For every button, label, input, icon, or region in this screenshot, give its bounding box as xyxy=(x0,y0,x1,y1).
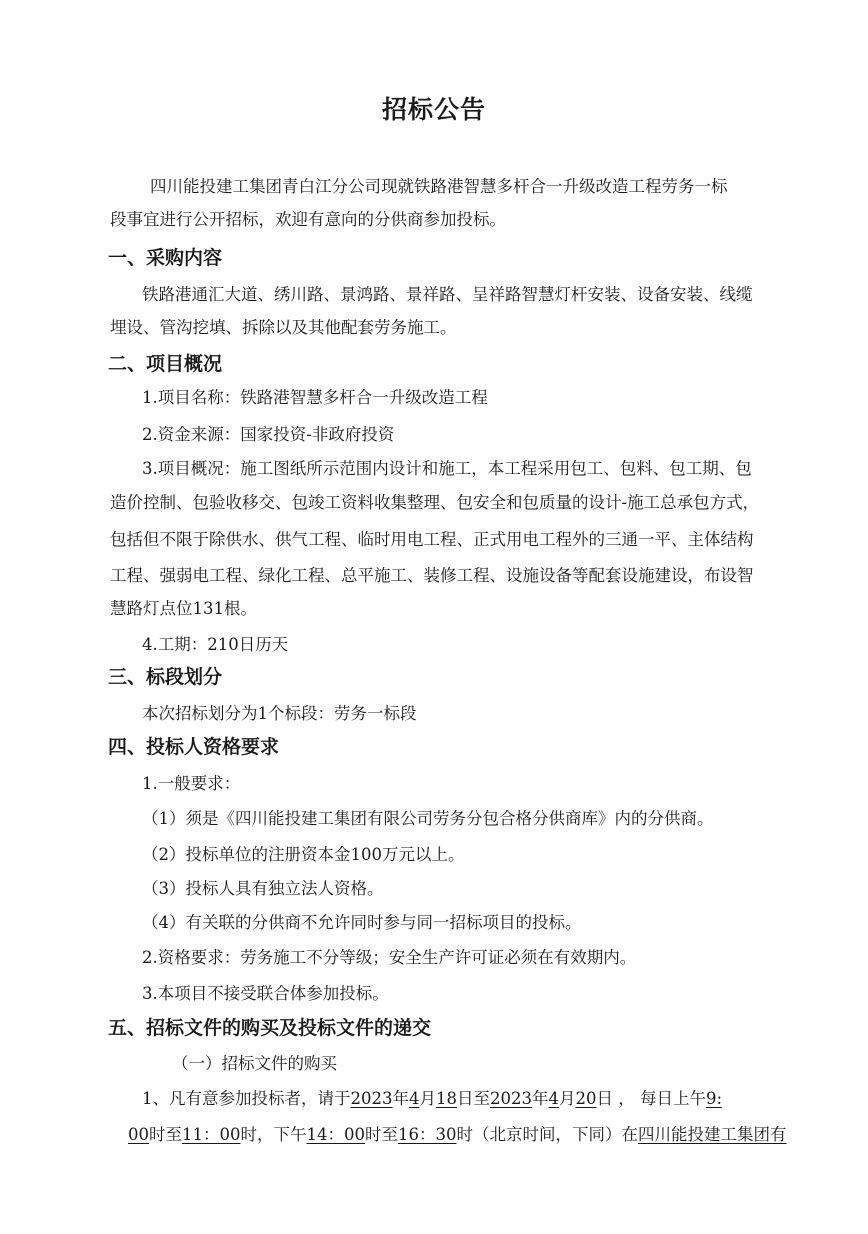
end-year: 2023 xyxy=(490,1089,532,1108)
end-month-unit: 月 xyxy=(559,1089,576,1108)
morning-start-unit: 时至 xyxy=(149,1125,182,1144)
intro-line-1: 四川能投建工集团青白江分公司现就铁路港智慧多杆合一升级改造工程劳务一标 xyxy=(150,177,728,196)
sec2-item-2: 2.资金来源：国家投资-非政府投资 xyxy=(142,425,395,444)
sec5-para-1-line-2 xyxy=(128,1124,787,1146)
sec2-item-4: 4.工期：210日历天 xyxy=(142,635,289,654)
sec1-line-2: 埋设、管沟挖填、拆除以及其他配套劳务施工。 xyxy=(110,318,457,337)
afternoon-start-time: 14：00 xyxy=(306,1125,365,1144)
sec3-line: 本次招标划分为1个标段：劳务一标段 xyxy=(142,704,417,723)
end-day-unit: 日 ， 每日上午 xyxy=(596,1089,706,1108)
sec4-joint-venture: 3.本项目不接受联合体参加投标。 xyxy=(142,984,389,1003)
end-month: 4 xyxy=(548,1089,559,1108)
morning-start-time-part-2: 00 xyxy=(128,1125,149,1144)
end-year-unit: 年 xyxy=(532,1089,549,1108)
section-heading-4: 四、投标人资格要求 xyxy=(108,736,280,758)
sec2-item-1: 1.项目名称：铁路港智慧多杆合一升级改造工程 xyxy=(142,388,488,407)
sec5-para-1-line-1 xyxy=(142,1088,722,1110)
start-month: 4 xyxy=(409,1089,420,1108)
start-day-unit: 日至 xyxy=(457,1089,490,1108)
sec2-item-3-line-2: 造价控制、包验收移交、包竣工资料收集整理、包安全和包质量的设计-施工总承包方式， xyxy=(110,493,760,512)
afternoon-end-unit: 时（北京时间，下同）在 xyxy=(456,1125,638,1144)
organization-name: 四川能投建工集团有 xyxy=(638,1125,787,1144)
sec2-item-3-line-5: 慧路灯点位131根。 xyxy=(110,599,257,618)
sec4-qualification: 2.资格要求：劳务施工不分等级；安全生产许可证必须在有效期内。 xyxy=(142,948,637,967)
sec2-item-3-line-4: 工程、强弱电工程、绿化工程、总平施工、装修工程、设施设备等配套设施建设，布设智 xyxy=(110,566,754,585)
section-heading-3: 三、标段划分 xyxy=(108,666,223,688)
sec2-item-3-line-1: 3.项目概况：施工图纸所示范围内设计和施工，本工程采用包工、包料、包工期、包 xyxy=(142,459,752,478)
section-heading-1: 一、采购内容 xyxy=(108,247,223,269)
morning-start-time-part-1: 9: xyxy=(706,1089,723,1108)
page-title: 招标公告 xyxy=(381,95,486,124)
sec2-item-3-line-3: 包括但不限于除供水、供气工程、临时用电工程、正式用电工程外的三通一平、主体结构 xyxy=(110,530,754,549)
intro-line-2: 段事宜进行公开招标，欢迎有意向的分供商参加投标。 xyxy=(110,210,506,229)
end-day: 20 xyxy=(575,1089,597,1108)
sec4-req-2: （2）投标单位的注册资本金100万元以上。 xyxy=(142,845,465,864)
section-heading-5: 五、招标文件的购买及投标文件的递交 xyxy=(108,1017,432,1039)
purchase-intro-text: 1、凡有意参加投标者，请于 xyxy=(142,1089,351,1108)
start-year: 2023 xyxy=(350,1089,393,1108)
start-day: 18 xyxy=(436,1089,457,1108)
morning-end-unit: 时，下午 xyxy=(240,1125,307,1144)
sec1-line-1: 铁路港通汇大道、绣川路、景鸿路、景祥路、呈祥路智慧灯杆安装、设备安装、线缆 xyxy=(142,285,753,304)
afternoon-end-time: 16：30 xyxy=(398,1125,457,1144)
start-month-unit: 月 xyxy=(419,1089,436,1108)
start-year-unit: 年 xyxy=(392,1089,409,1108)
section-heading-2: 二、项目概况 xyxy=(108,353,223,375)
afternoon-start-unit: 时至 xyxy=(365,1125,398,1144)
sec4-req-3: （3）投标人具有独立法人资格。 xyxy=(142,879,384,898)
sec4-req-4: （4）有关联的分供商不允许同时参与同一招标项目的投标。 xyxy=(142,913,582,932)
sec4-general: 1.一般要求： xyxy=(142,774,241,793)
morning-end-time: 11：00 xyxy=(182,1125,241,1144)
sec5-subheading: （一）招标文件的购买 xyxy=(172,1054,337,1073)
sec4-req-1: （1）须是《四川能投建工集团有限公司劳务分包合格分供商库》内的分供商。 xyxy=(142,809,714,828)
